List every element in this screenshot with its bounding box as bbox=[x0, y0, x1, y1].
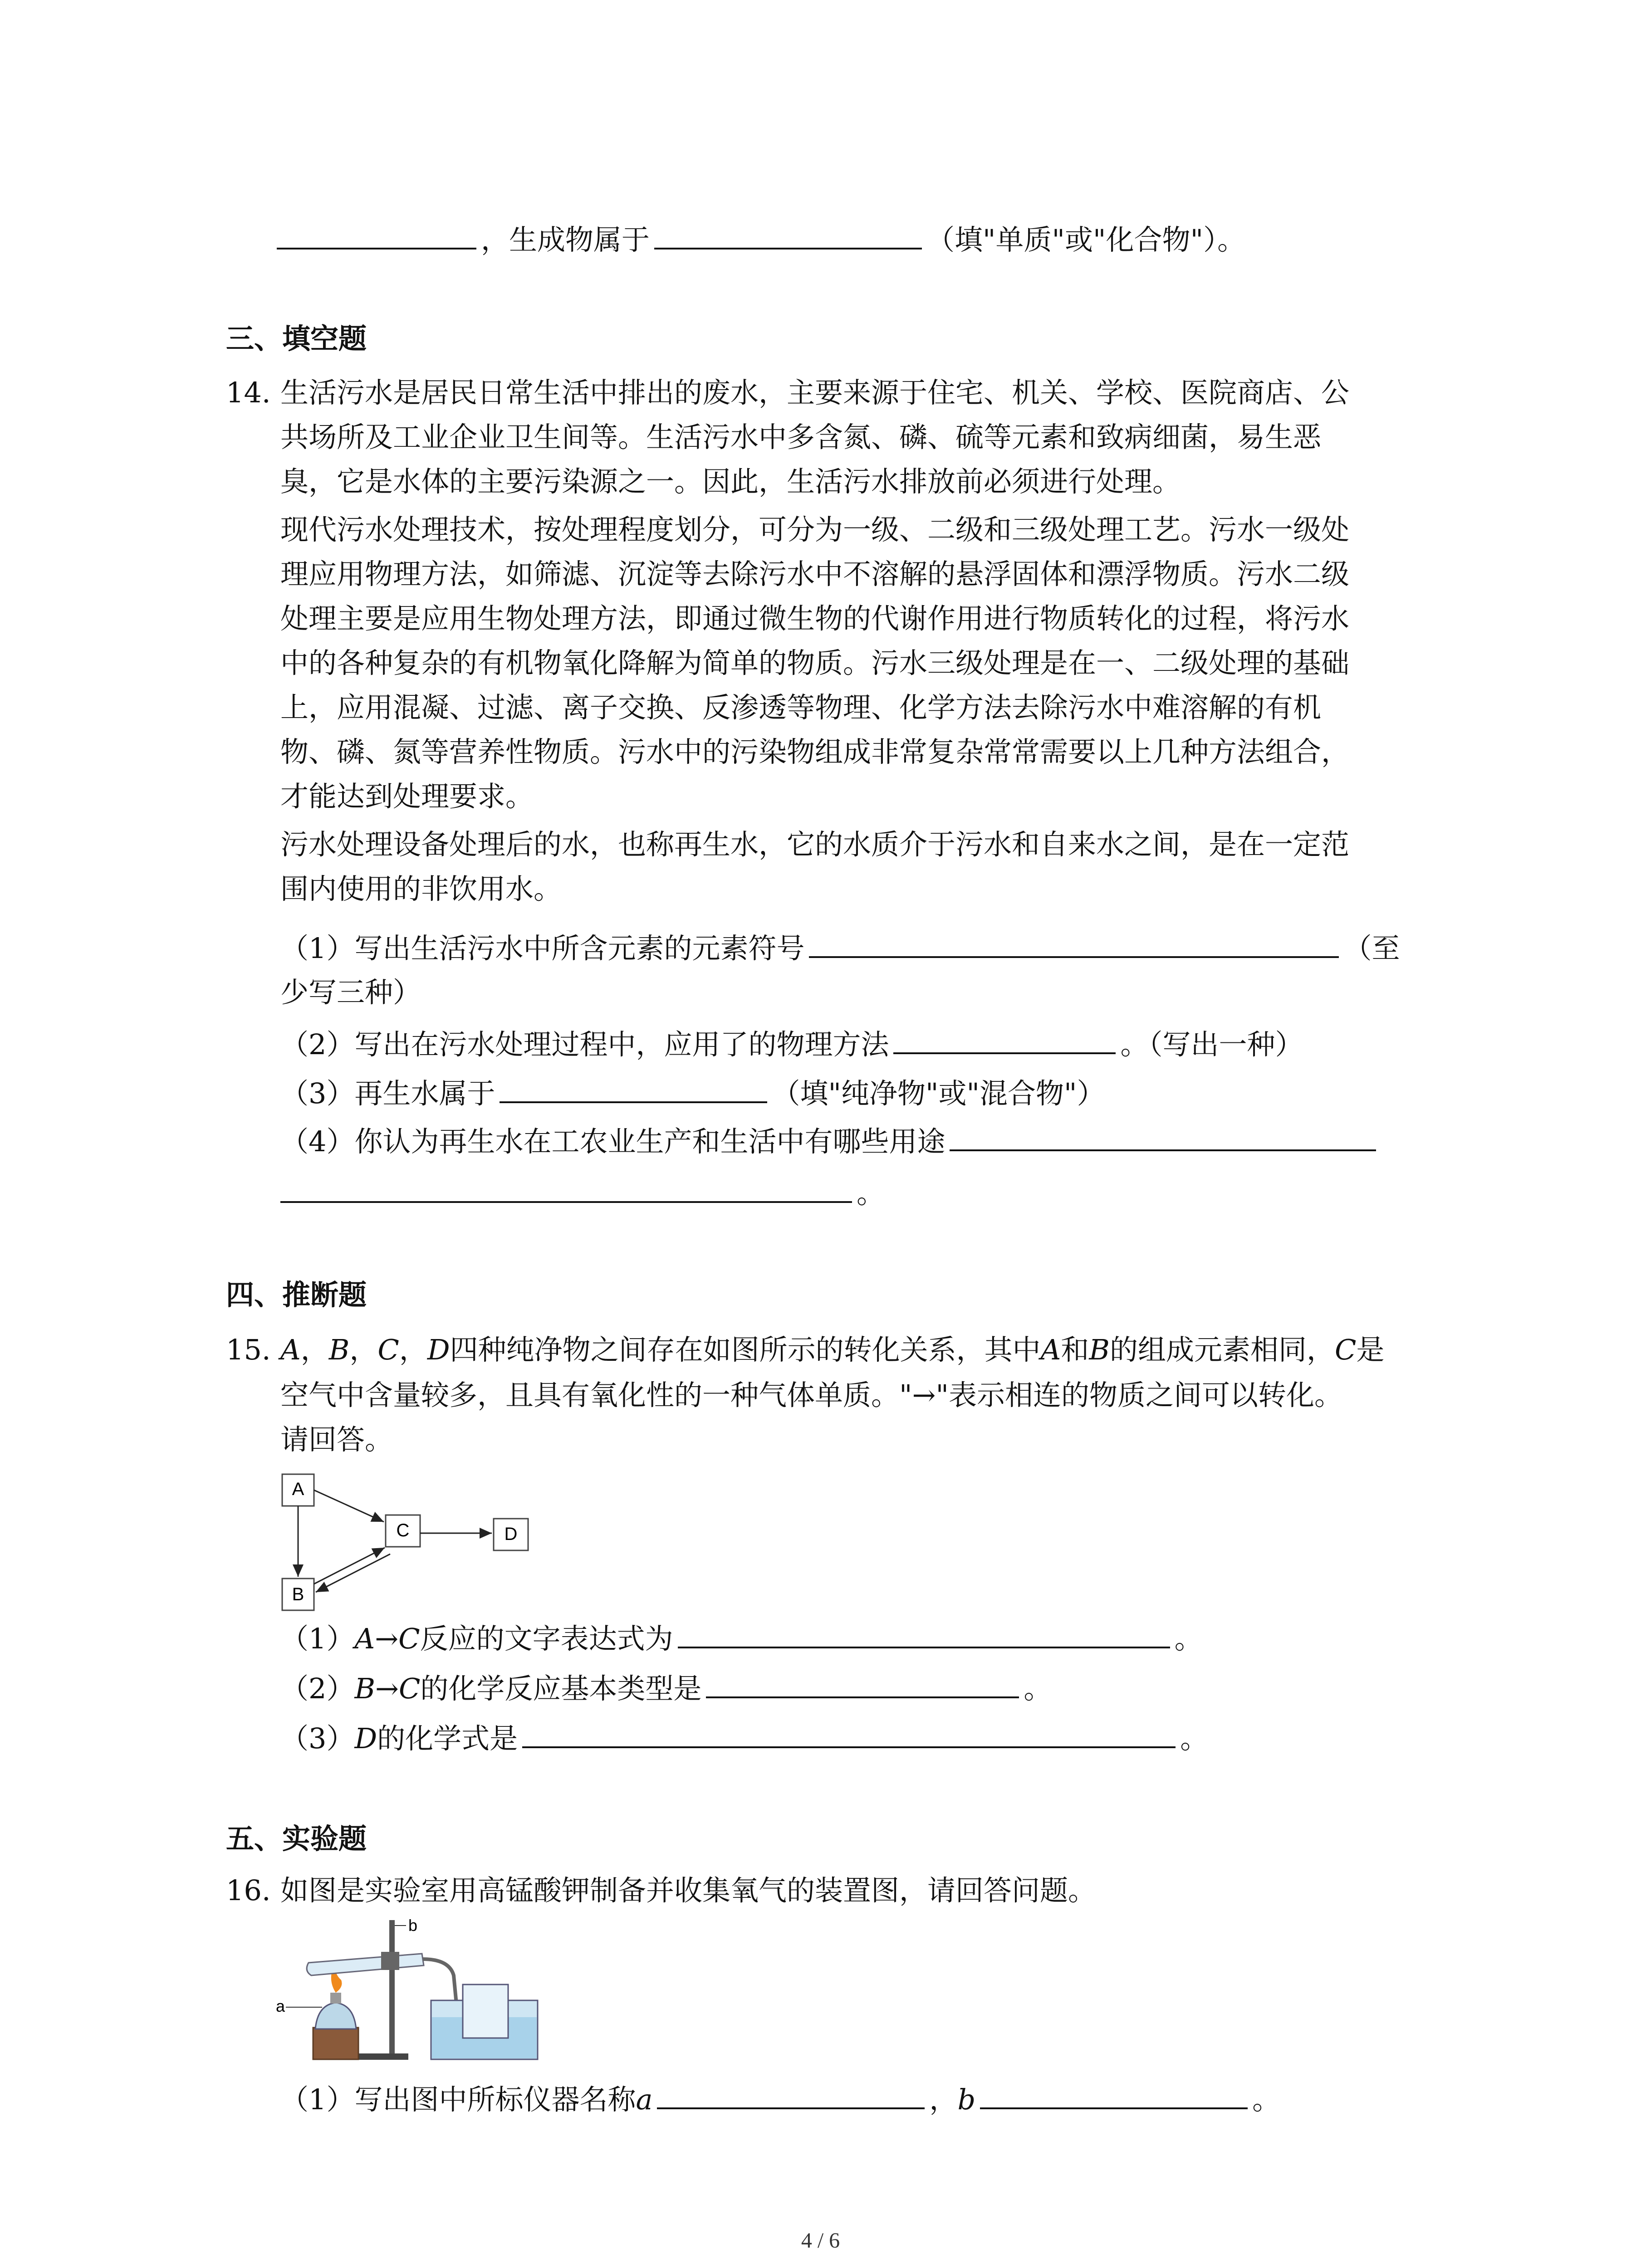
test-tube bbox=[307, 1954, 424, 1975]
var-b: B bbox=[328, 1333, 350, 1366]
answer-blank[interactable] bbox=[893, 1026, 1116, 1054]
q15-sub3-var: D bbox=[354, 1722, 377, 1755]
q15-line-1 bbox=[280, 1332, 1384, 1368]
punct: ， bbox=[349, 1333, 378, 1366]
q14-p3-line-2: 围内使用的非饮用水。 bbox=[280, 872, 562, 905]
q15-text: 是 bbox=[1356, 1333, 1385, 1366]
q14-p2-line-6: 物、磷、氮等营养性物质。污水中的污染物组成非常复杂常常需要以上几种方法组合， bbox=[280, 735, 1350, 768]
wood-block bbox=[313, 2028, 358, 2059]
transformation-diagram bbox=[277, 1465, 540, 1615]
q15-sub1-reaction: A→C bbox=[354, 1622, 420, 1655]
top-line bbox=[277, 221, 1245, 258]
q15-sub1-num: （1） bbox=[280, 1622, 355, 1655]
top-text-1: ，生成物属于 bbox=[481, 223, 650, 256]
q15-text: 四种纯净物之间存在如图所示的转化关系，其中 bbox=[450, 1333, 1041, 1366]
var-b: b bbox=[957, 2083, 976, 2116]
answer-blank[interactable] bbox=[678, 1620, 1170, 1648]
node-b-label: B bbox=[292, 1584, 304, 1604]
var-a: a bbox=[636, 2083, 653, 2116]
q15-text: 的组成元素相同， bbox=[1109, 1333, 1335, 1366]
var-b: B bbox=[1089, 1333, 1110, 1366]
q14-p2-line-2: 理应用物理方法，如筛滤、沉淀等去除污水中不溶解的悬浮固体和漂浮物质。污水二级 bbox=[280, 557, 1350, 591]
q14-p1-line-2: 共场所及工业企业卫生间等。生活污水中多含氮、磷、硫等元素和致病细菌，易生恶 bbox=[280, 420, 1322, 454]
question-number: 16. bbox=[226, 1874, 271, 1907]
q14-p2-line-7: 才能达到处理要求。 bbox=[280, 780, 534, 813]
q16-sub1-text: （1）写出图中所标仪器名称 bbox=[280, 2083, 636, 2116]
alcohol-lamp bbox=[315, 2003, 356, 2029]
q14-sub4-text: （4）你认为再生水在工农业生产和生活中有哪些用途 bbox=[280, 1125, 945, 1158]
q14-sub2 bbox=[280, 1026, 1303, 1063]
q15-sub2-text: 的化学反应基本类型是 bbox=[420, 1672, 702, 1705]
var-d: D bbox=[427, 1333, 450, 1366]
q14-sub2-tail: 。（写出一种） bbox=[1120, 1028, 1303, 1061]
q14-sub3-tail: （填"纯净物"或"混合物"） bbox=[772, 1077, 1105, 1110]
answer-blank[interactable] bbox=[809, 930, 1339, 958]
q14-sub3 bbox=[280, 1075, 1105, 1112]
label-b: b bbox=[408, 1916, 418, 1935]
arrow-b-to-c bbox=[314, 1548, 385, 1584]
answer-blank[interactable] bbox=[980, 2081, 1248, 2109]
q16-sub1 bbox=[280, 2081, 1280, 2118]
section-heading-5: 五、实验题 bbox=[226, 1822, 367, 1855]
q14-sub1 bbox=[280, 930, 1400, 967]
node-a-label: A bbox=[292, 1479, 304, 1499]
q14-sub1-tail: （至 bbox=[1343, 932, 1400, 965]
page-number: 4 / 6 bbox=[801, 2229, 840, 2253]
q14-p1-line-3: 臭，它是水体的主要污染源之一。因此，生活污水排放前必须进行处理。 bbox=[280, 465, 1181, 498]
arrow-a-to-c bbox=[314, 1490, 384, 1522]
q15-sub3-tail: 。 bbox=[1180, 1722, 1209, 1755]
punct: ， bbox=[929, 2083, 958, 2116]
q15-sub2 bbox=[280, 1670, 1052, 1707]
answer-blank[interactable] bbox=[950, 1123, 1376, 1151]
q15-sub1-text: 反应的文字表达式为 bbox=[420, 1622, 673, 1655]
q15-sub3-num: （3） bbox=[280, 1722, 355, 1755]
lamp-neck bbox=[330, 1993, 341, 2004]
q15-line-3: 请回答。 bbox=[280, 1423, 393, 1456]
stand-rod bbox=[389, 1920, 395, 2056]
q16-line-1: 如图是实验室用高锰酸钾制备并收集氧气的装置图，请回答问题。 bbox=[280, 1874, 1097, 1907]
var-a: A bbox=[1040, 1333, 1061, 1366]
q15-text: 和 bbox=[1061, 1333, 1089, 1366]
apparatus-diagram bbox=[272, 1912, 544, 2066]
q14-p2-line-4: 中的各种复杂的有机物氧化降解为简单的物质。污水三级处理是在一、二级处理的基础 bbox=[280, 646, 1350, 679]
punct: ， bbox=[300, 1333, 329, 1366]
answer-blank[interactable] bbox=[500, 1075, 767, 1103]
clamp bbox=[381, 1952, 399, 1970]
q15-sub3 bbox=[280, 1720, 1208, 1757]
q14-sub1-text: （1）写出生活污水中所含元素的元素符号 bbox=[280, 932, 805, 965]
question-number: 15. bbox=[226, 1333, 271, 1366]
answer-blank[interactable] bbox=[706, 1670, 1019, 1698]
q14-sub4-tail: 。 bbox=[857, 1177, 885, 1210]
punct: ， bbox=[399, 1333, 427, 1366]
var-a: A bbox=[280, 1333, 301, 1366]
q16-sub1-tail: 。 bbox=[1252, 2083, 1281, 2116]
q14-sub3-text: （3）再生水属于 bbox=[280, 1077, 495, 1110]
section-heading-4: 四、推断题 bbox=[226, 1278, 367, 1311]
label-a: a bbox=[276, 1997, 285, 2015]
q14-sub4-cont bbox=[280, 1175, 885, 1212]
q14-p2-line-5: 上，应用混凝、过滤、离子交换、反渗透等物理、化学方法去除污水中难溶解的有机 bbox=[280, 691, 1322, 724]
answer-blank[interactable] bbox=[657, 2081, 925, 2109]
q15-line-2: 空气中含量较多，且具有氧化性的一种气体单质。"→"表示相连的物质之间可以转化。 bbox=[280, 1378, 1342, 1412]
answer-blank[interactable] bbox=[522, 1720, 1176, 1748]
q14-p1-line-1: 生活污水是居民日常生活中排出的废水，主要来源于住宅、机关、学校、医院商店、公 bbox=[280, 376, 1350, 409]
q15-sub2-reaction: B→C bbox=[354, 1672, 421, 1705]
q15-sub1 bbox=[280, 1620, 1203, 1657]
arrow-c-to-b bbox=[316, 1554, 390, 1592]
q15-sub1-tail: 。 bbox=[1174, 1622, 1203, 1655]
answer-blank[interactable] bbox=[277, 221, 476, 249]
gas-collecting-bottle bbox=[463, 1984, 508, 2038]
q15-sub3-text: 的化学式是 bbox=[377, 1722, 518, 1755]
section-heading-3: 三、填空题 bbox=[226, 322, 367, 355]
answer-blank[interactable] bbox=[280, 1175, 852, 1203]
node-c-label: C bbox=[396, 1520, 410, 1540]
node-d-label: D bbox=[504, 1524, 518, 1544]
q14-p2-line-1: 现代污水处理技术，按处理程度划分，可分为一级、二级和三级处理工艺。污水一级处 bbox=[280, 513, 1350, 546]
q14-p3-line-1: 污水处理设备处理后的水，也称再生水，它的水质介于污水和自来水之间，是在一定范 bbox=[280, 828, 1350, 861]
var-c: C bbox=[377, 1333, 399, 1366]
q14-sub2-text: （2）写出在污水处理过程中，应用了的物理方法 bbox=[280, 1028, 889, 1061]
q14-sub4 bbox=[280, 1123, 1381, 1160]
answer-blank[interactable] bbox=[654, 221, 922, 249]
var-c: C bbox=[1334, 1333, 1357, 1366]
top-text-2: （填"单质"或"化合物"）。 bbox=[926, 223, 1246, 256]
q15-sub2-tail: 。 bbox=[1024, 1672, 1052, 1705]
q15-sub2-num: （2） bbox=[280, 1672, 355, 1705]
question-number: 14. bbox=[226, 376, 271, 409]
q14-sub1-cont: 少写三种） bbox=[280, 976, 421, 1009]
q14-p2-line-3: 处理主要是应用生物处理方法，即通过微生物的代谢作用进行物质转化的过程，将污水 bbox=[280, 602, 1350, 635]
